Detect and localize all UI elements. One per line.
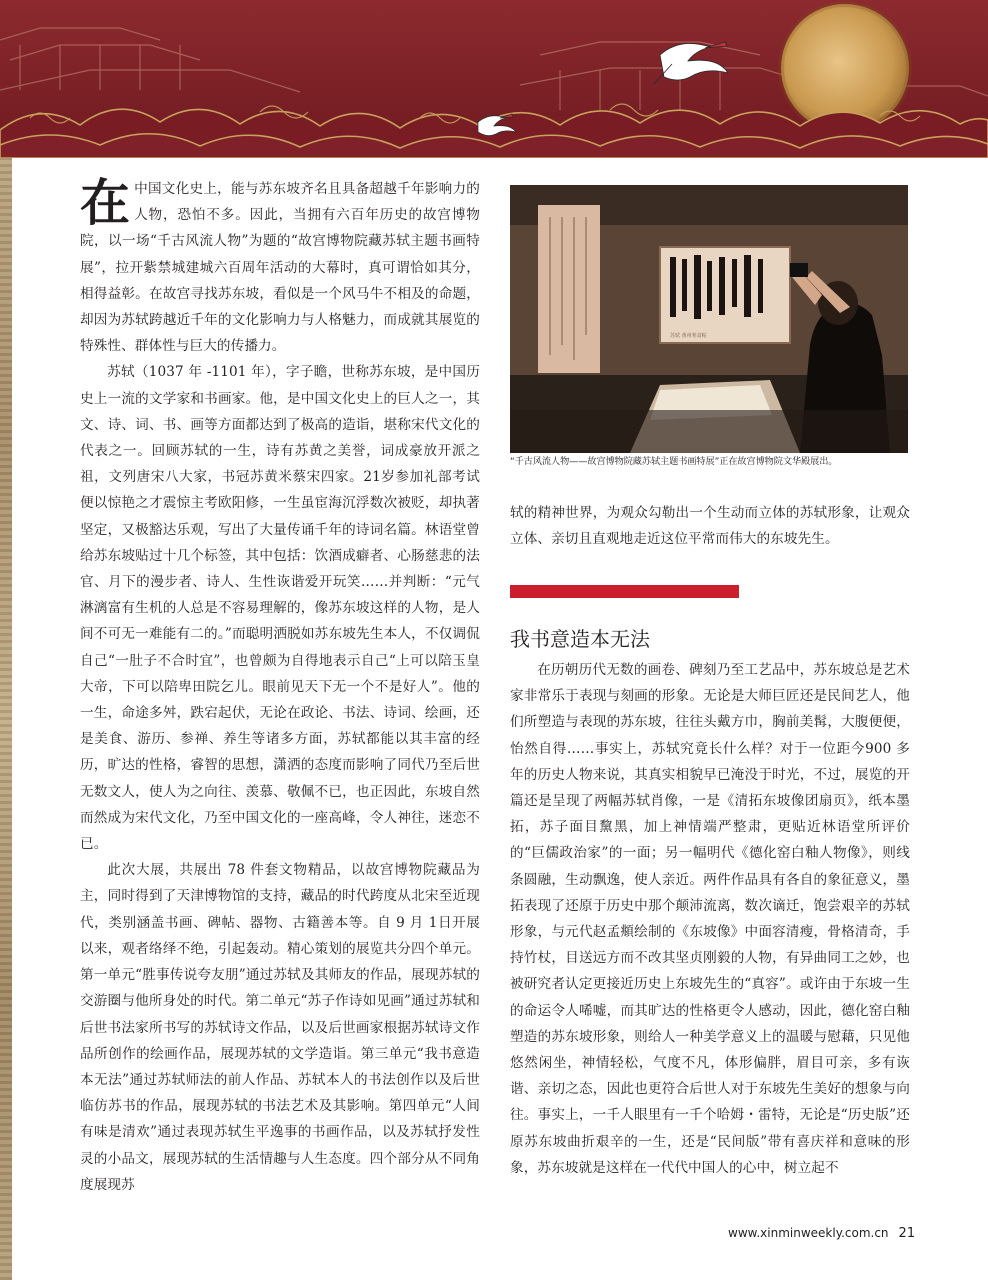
paragraph-text: 中国文化史上，能与苏东坡齐名且具备超越千年影响力的人物，恐怕不多。因此，当拥有六百年历史的故宫博物院，以一场“千古风流人物”为题的“故宫博物院藏苏轼主题书画特展”，拉开紫禁城建城六百周年活动的大幕时，真可谓恰如其分，相得益彰。在故宫寻找苏东坡，看似是一个风马牛不相及的命题，却因为苏轼跨越近千年的文化影响力与人格魅力，而成就其展览的特殊性、群体性与巨大的传播力。 xyxy=(80,181,480,355)
header-banner xyxy=(0,0,988,158)
header-illustration xyxy=(0,0,988,158)
article-paragraph: 在历朝历代无数的画卷、碑刻乃至工艺品中，苏东坡总是艺术家非常乐于表现与刻画的形象。无论是大师巨匠还是民间艺人，他们所塑造与表现的苏东坡，往往头戴方巾，胸前美髯，大腹便便，怡然自得……事实上，苏轼究竟长什么样？对于一位距今900 多年的历史人物来说，其真实相貌早已淹没于时光，不过，展览的开篇还是呈现了两幅苏轼肖像，一是《清拓东坡像团扇页》，纸本墨拓，苏子面目黧黑，加上神情端严整肃，更贴近林语堂所评价的“巨儒政治家”的一面；另一幅明代《德化窑白釉人物像》，则线条圆融，生动飘逸，使人亲近。两件作品具有各自的象征意义，墨拓表现了还原于历史中那个颠沛流离，数次谪迁，饱尝艰辛的苏轼形象，与元代赵孟頫绘制的《东坡像》中面容清瘦，骨格清奇，手持竹杖，目送远方而不改其坚贞刚毅的人物，有异曲同工之妙，也被研究者认定更接近历史上东坡先生的“真容”。或许由于东坡一生的命运令人唏嘘，而其旷达的性格更令人感动，因此，德化窑白釉塑造的苏东坡形象，则给人一种美学意义上的温暖与慰藉，只见他悠然闲坐，神情轻松，气度不凡，体形偏胖，眉目可亲，多有诙谐、亲切之态，因此也更符合后世人对于东坡先生美好的想象与向往。事实上，一千人眼里有一千个哈姆・雷特，无论是“历史版”还原苏东坡曲折艰辛的一生，还是“民间版”带有喜庆祥和意味的形象，苏东坡就是这样在一代代中国人的心中，树立起不 xyxy=(510,662,910,1176)
article-paragraph xyxy=(80,173,480,359)
article-paragraph: 此次大展，共展出 78 件套文物精品，以故宫博物院藏品为主，同时得到了天津博物馆的支持，藏品的时代跨度从北宋至近现代，类别涵盖书画、碑帖、器物、古籍善本等。自 9 月 1日开展以来，观者络绎不绝，引起轰动。精心策划的展览共分四个单元。第一单元“胜事传说夸友朋”通过苏轼及其师友的作品，展现苏轼的交游圈与他所身处的时代。第二单元“苏子作诗如见画”通过苏轼和后世书法家所书写的苏轼诗文作品，以及后世画家根据苏轼诗文作品所创作的绘画作品，展现苏轼的文学造诣。第三单元“我书意造本无法”通过苏轼师法的前人作品、苏轼本人的书法创作以及后世临仿苏书的作品，展现苏轼的书法艺术及其影响。第四单元“人间有味是清欢”通过表现苏轼生平逸事的书画作品，以及苏轼抒发性灵的小品文，展现苏轼的生活情趣与人生态度。四个部分从不同角度展现苏 xyxy=(80,862,480,1193)
panel-label: 苏轼 黄州寒食帖 xyxy=(670,333,707,339)
article-paragraph: 苏轼（1037 年 -1101 年），字子瞻，世称苏东坡，是中国历史上一流的文学家和书画家。他，是中国文化史上的巨人之一，其文、诗、词、书、画等方面都达到了极高的造诣，堪称宋代文化的代表之一。回顾苏轼的一生，诗有苏黄之美誉，词成豪放开派之祖，文列唐宋八大家，书冠苏黄米蔡宋四家。21岁参加礼部考试便以惊艳之才震惊主考欧阳修，一生虽宦海沉浮数次被贬，却执著坚定，又极豁达乐观，写出了大量传诵千年的诗词名篇。林语堂曾给苏东坡贴过十几个标签，其中包括：饮酒成癖者、心肠慈悲的法官、月下的漫步者、诗人、生性诙谐爱开玩笑……并判断：“元气淋漓富有生机的人总是不容易理解的，像苏东坡这样的人物，是人间不可无一难能有二的。”而聪明洒脱如苏东坡先生本人，不仅调侃自己“一肚子不合时宜”，也曾颇为自得地表示自己“上可以陪玉皇大帝，下可以陪卑田院乞儿。眼前见天下无一个不是好人”。他的一生，命途多舛，跌宕起伏，无论在政论、书法、诗词、绘画，还是美食、游历、参禅、养生等诸多方面，苏轼都能以其丰富的经历，旷达的性格，睿智的思想，潇洒的态度而影响了同代乃至后世无数文人，使人为之向往、羡慕、敬佩不已，也正因此，东坡自然而然成为宋代文化，乃至中国文化的一座高峰，令人神往，迷恋不已。 xyxy=(80,364,480,853)
exhibition-photo xyxy=(510,185,908,453)
article-right-column-section xyxy=(510,657,910,1181)
article-paragraph: 轼的精神世界，为观众勾勒出一个生动而立体的苏轼形象，让观众立体、亲切且直观地走近这位平常而伟大的东坡先生。 xyxy=(510,505,910,548)
photo-caption: “千古风流人物——故宫博物院藏苏轼主题书画特展”正在故宫博物院文华殿展出。 xyxy=(510,456,838,467)
section-title: 我书意造本无法 xyxy=(510,626,650,651)
drop-cap: 在 xyxy=(80,173,131,232)
page-number: 21 xyxy=(898,1226,916,1241)
side-decoration-strip xyxy=(0,158,12,1280)
section-divider-bar xyxy=(510,585,739,598)
article-right-column-top xyxy=(510,500,910,552)
footer-url: www.xinminweekly.com.cn xyxy=(728,1226,889,1240)
article-left-column xyxy=(80,173,480,1198)
page-footer xyxy=(728,1226,915,1241)
